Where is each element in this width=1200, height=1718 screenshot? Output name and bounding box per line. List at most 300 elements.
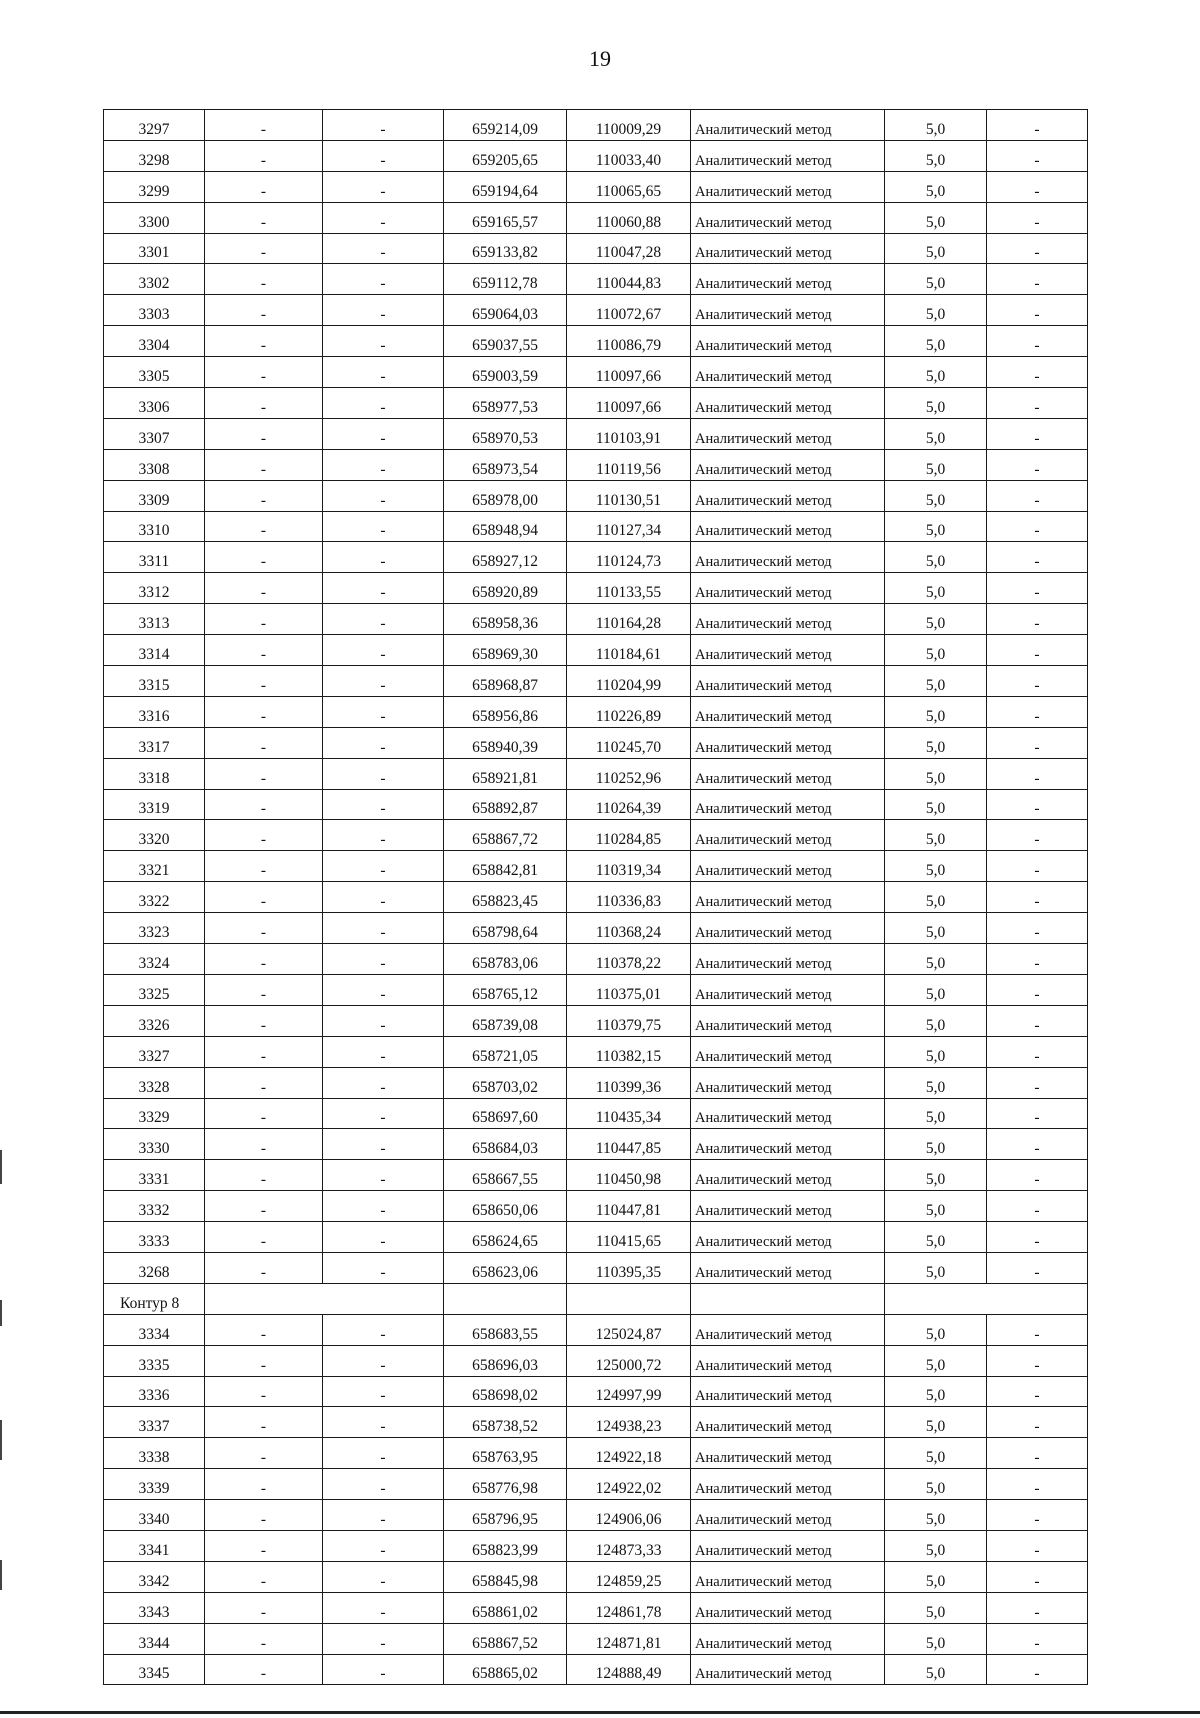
table-row xyxy=(104,1345,1088,1376)
cell-coord-x: 658796,95 xyxy=(444,1500,567,1531)
cell-point-number: 3335 xyxy=(104,1345,205,1376)
cell-dash: - xyxy=(205,171,323,202)
cell-coord-y: 110450,98 xyxy=(567,1160,691,1191)
cell-accuracy: 5,0 xyxy=(885,851,987,882)
cell-method: Аналитический метод xyxy=(691,326,885,357)
cell-method: Аналитический метод xyxy=(691,1623,885,1654)
cell-dash: - xyxy=(987,171,1088,202)
cell-coord-x: 658667,55 xyxy=(444,1160,567,1191)
cell-coord-y: 124922,02 xyxy=(567,1469,691,1500)
cell-dash: - xyxy=(987,1036,1088,1067)
cell-dash: - xyxy=(323,727,444,758)
cell-dash: - xyxy=(323,1129,444,1160)
cell-coord-y: 124906,06 xyxy=(567,1500,691,1531)
cell-point-number: 3344 xyxy=(104,1623,205,1654)
cell-point-number: 3309 xyxy=(104,480,205,511)
table-row xyxy=(104,1005,1088,1036)
cell-method: Аналитический метод xyxy=(691,1098,885,1129)
cell-coord-x: 658920,89 xyxy=(444,573,567,604)
cell-dash: - xyxy=(323,1561,444,1592)
table-row xyxy=(104,1160,1088,1191)
cell-accuracy: 5,0 xyxy=(885,1222,987,1253)
cell-method: Аналитический метод xyxy=(691,666,885,697)
cell-dash: - xyxy=(205,449,323,480)
cell-dash: - xyxy=(205,1252,323,1283)
cell-dash: - xyxy=(987,635,1088,666)
cell-coord-x: 658969,30 xyxy=(444,635,567,666)
cell-method: Аналитический метод xyxy=(691,418,885,449)
cell-dash: - xyxy=(323,1592,444,1623)
cell-method: Аналитический метод xyxy=(691,1500,885,1531)
cell-accuracy: 5,0 xyxy=(885,1561,987,1592)
cell-dash: - xyxy=(987,140,1088,171)
table-row xyxy=(104,974,1088,1005)
table-row xyxy=(104,1098,1088,1129)
cell-accuracy: 5,0 xyxy=(885,1376,987,1407)
table-row xyxy=(104,295,1088,326)
cell-coord-x: 658823,99 xyxy=(444,1530,567,1561)
cell-coord-x: 658763,95 xyxy=(444,1438,567,1469)
table-row xyxy=(104,480,1088,511)
cell-dash: - xyxy=(205,511,323,542)
cell-point-number: 3337 xyxy=(104,1407,205,1438)
table-row xyxy=(104,1561,1088,1592)
cell-dash: - xyxy=(987,944,1088,975)
table-row xyxy=(104,1654,1088,1685)
cell-method: Аналитический метод xyxy=(691,202,885,233)
cell-dash: - xyxy=(205,1407,323,1438)
cell-coord-y: 110009,29 xyxy=(567,110,691,141)
cell-accuracy: 5,0 xyxy=(885,1500,987,1531)
cell-dash: - xyxy=(323,1036,444,1067)
cell-point-number: 3300 xyxy=(104,202,205,233)
cell-method: Аналитический метод xyxy=(691,449,885,480)
cell-dash: - xyxy=(323,1438,444,1469)
cell-coord-x: 658765,12 xyxy=(444,974,567,1005)
cell-coord-y: 110097,66 xyxy=(567,388,691,419)
cell-dash: - xyxy=(205,1160,323,1191)
cell-dash: - xyxy=(323,1530,444,1561)
cell-dash: - xyxy=(323,110,444,141)
cell-dash: - xyxy=(205,1530,323,1561)
cell-coord-y: 110047,28 xyxy=(567,233,691,264)
cell-coord-x: 658696,03 xyxy=(444,1345,567,1376)
cell-dash: - xyxy=(987,1623,1088,1654)
cell-coord-x: 658684,03 xyxy=(444,1129,567,1160)
table-row xyxy=(104,418,1088,449)
cell-accuracy: 5,0 xyxy=(885,820,987,851)
cell-method: Аналитический метод xyxy=(691,573,885,604)
cell-point-number: 3329 xyxy=(104,1098,205,1129)
cell-coord-x: 658970,53 xyxy=(444,418,567,449)
cell-accuracy: 5,0 xyxy=(885,1098,987,1129)
cell-dash: - xyxy=(987,758,1088,789)
cell-coord-y: 110103,91 xyxy=(567,418,691,449)
cell-point-number: 3323 xyxy=(104,913,205,944)
table-row xyxy=(104,542,1088,573)
cell-coord-x: 658624,65 xyxy=(444,1222,567,1253)
cell-dash: - xyxy=(205,1623,323,1654)
cell-dash: - xyxy=(323,357,444,388)
cell-dash: - xyxy=(205,913,323,944)
cell-accuracy: 5,0 xyxy=(885,326,987,357)
cell-accuracy: 5,0 xyxy=(885,789,987,820)
cell-dash: - xyxy=(205,758,323,789)
cell-method: Аналитический метод xyxy=(691,882,885,913)
cell-dash: - xyxy=(987,1252,1088,1283)
cell-coord-x: 659214,09 xyxy=(444,110,567,141)
cell-point-number: 3301 xyxy=(104,233,205,264)
cell-dash: - xyxy=(323,449,444,480)
cell-point-number: 3316 xyxy=(104,696,205,727)
cell-coord-x: 659003,59 xyxy=(444,357,567,388)
scan-edge-mark xyxy=(0,1150,2,1184)
cell-dash: - xyxy=(987,882,1088,913)
cell-point-number: 3304 xyxy=(104,326,205,357)
table-row xyxy=(104,1191,1088,1222)
cell-point-number: 3345 xyxy=(104,1654,205,1685)
cell-coord-y: 110124,73 xyxy=(567,542,691,573)
cell-coord-y: 110060,88 xyxy=(567,202,691,233)
cell-dash: - xyxy=(205,233,323,264)
cell-point-number: 3324 xyxy=(104,944,205,975)
cell-accuracy: 5,0 xyxy=(885,542,987,573)
cell-coord-y: 110319,34 xyxy=(567,851,691,882)
cell-method: Аналитический метод xyxy=(691,727,885,758)
cell-dash: - xyxy=(205,635,323,666)
cell-coord-x: 658958,36 xyxy=(444,604,567,635)
cell-dash: - xyxy=(987,1654,1088,1685)
cell-dash: - xyxy=(205,110,323,141)
cell-dash: - xyxy=(987,604,1088,635)
cell-dash: - xyxy=(987,388,1088,419)
cell-method: Аналитический метод xyxy=(691,1376,885,1407)
cell-point-number: 3268 xyxy=(104,1252,205,1283)
cell-dash: - xyxy=(987,851,1088,882)
cell-dash: - xyxy=(323,1067,444,1098)
cell-point-number: 3319 xyxy=(104,789,205,820)
cell-method: Аналитический метод xyxy=(691,171,885,202)
cell-coord-x: 658698,02 xyxy=(444,1376,567,1407)
cell-dash: - xyxy=(323,758,444,789)
cell-accuracy: 5,0 xyxy=(885,388,987,419)
cell-coord-y: 124861,78 xyxy=(567,1592,691,1623)
cell-dash: - xyxy=(205,820,323,851)
cell-dash: - xyxy=(323,388,444,419)
cell-dash: - xyxy=(987,974,1088,1005)
cell-coord-x: 658978,00 xyxy=(444,480,567,511)
cell-dash: - xyxy=(987,1160,1088,1191)
cell-method: Аналитический метод xyxy=(691,1222,885,1253)
cell-dash: - xyxy=(205,1592,323,1623)
cell-accuracy: 5,0 xyxy=(885,604,987,635)
cell-dash: - xyxy=(323,264,444,295)
cell-coord-y: 110086,79 xyxy=(567,326,691,357)
cell-method: Аналитический метод xyxy=(691,974,885,1005)
cell-method: Аналитический метод xyxy=(691,233,885,264)
section-label: Контур 8 xyxy=(104,1283,205,1314)
cell-dash: - xyxy=(323,635,444,666)
cell-accuracy: 5,0 xyxy=(885,1654,987,1685)
table-row xyxy=(104,202,1088,233)
cell-dash: - xyxy=(323,1500,444,1531)
cell-coord-x: 658697,60 xyxy=(444,1098,567,1129)
page-number: 19 xyxy=(589,46,611,71)
cell-accuracy: 5,0 xyxy=(885,1314,987,1345)
cell-dash: - xyxy=(323,974,444,1005)
cell-accuracy: 5,0 xyxy=(885,1036,987,1067)
cell-accuracy: 5,0 xyxy=(885,357,987,388)
cell-coord-x: 658892,87 xyxy=(444,789,567,820)
cell-point-number: 3343 xyxy=(104,1592,205,1623)
cell-dash: - xyxy=(987,1530,1088,1561)
cell-dash: - xyxy=(323,171,444,202)
cell-dash: - xyxy=(323,480,444,511)
cell-coord-y: 124997,99 xyxy=(567,1376,691,1407)
cell-dash: - xyxy=(987,1129,1088,1160)
cell-dash: - xyxy=(323,1191,444,1222)
cell-coord-y: 124922,18 xyxy=(567,1438,691,1469)
cell-coord-x: 659112,78 xyxy=(444,264,567,295)
cell-coord-y: 110447,81 xyxy=(567,1191,691,1222)
cell-accuracy: 5,0 xyxy=(885,1623,987,1654)
cell-method: Аналитический метод xyxy=(691,1438,885,1469)
cell-coord-y: 110226,89 xyxy=(567,696,691,727)
cell-dash: - xyxy=(323,882,444,913)
cell-accuracy: 5,0 xyxy=(885,1438,987,1469)
table-row xyxy=(104,511,1088,542)
cell-dash: - xyxy=(323,418,444,449)
cell-coord-x: 658776,98 xyxy=(444,1469,567,1500)
cell-point-number: 3308 xyxy=(104,449,205,480)
cell-accuracy: 5,0 xyxy=(885,233,987,264)
cell-accuracy: 5,0 xyxy=(885,727,987,758)
table-row xyxy=(104,666,1088,697)
cell-point-number: 3339 xyxy=(104,1469,205,1500)
cell-point-number: 3303 xyxy=(104,295,205,326)
cell-point-number: 3331 xyxy=(104,1160,205,1191)
table-row xyxy=(104,882,1088,913)
cell-point-number: 3328 xyxy=(104,1067,205,1098)
cell-accuracy: 5,0 xyxy=(885,1407,987,1438)
cell-accuracy: 5,0 xyxy=(885,758,987,789)
cell-dash: - xyxy=(205,851,323,882)
cell-method: Аналитический метод xyxy=(691,1654,885,1685)
cell-coord-y: 124888,49 xyxy=(567,1654,691,1685)
cell-coord-x: 658721,05 xyxy=(444,1036,567,1067)
cell-coord-y: 110044,83 xyxy=(567,264,691,295)
cell-coord-y: 110378,22 xyxy=(567,944,691,975)
cell-accuracy: 5,0 xyxy=(885,171,987,202)
cell-coord-x: 658683,55 xyxy=(444,1314,567,1345)
cell-accuracy: 5,0 xyxy=(885,944,987,975)
cell-dash: - xyxy=(323,913,444,944)
cell-coord-x: 658861,02 xyxy=(444,1592,567,1623)
table-row xyxy=(104,1376,1088,1407)
cell-coord-y: 110065,65 xyxy=(567,171,691,202)
cell-accuracy: 5,0 xyxy=(885,1530,987,1561)
cell-point-number: 3322 xyxy=(104,882,205,913)
table-row xyxy=(104,388,1088,419)
cell-dash: - xyxy=(205,202,323,233)
cell-dash: - xyxy=(987,1191,1088,1222)
cell-dash: - xyxy=(205,140,323,171)
cell-accuracy: 5,0 xyxy=(885,1005,987,1036)
cell-point-number: 3332 xyxy=(104,1191,205,1222)
cell-accuracy: 5,0 xyxy=(885,635,987,666)
cell-coord-y: 124859,25 xyxy=(567,1561,691,1592)
cell-method: Аналитический метод xyxy=(691,944,885,975)
cell-method: Аналитический метод xyxy=(691,758,885,789)
cell-accuracy: 5,0 xyxy=(885,202,987,233)
table-row xyxy=(104,758,1088,789)
table-row xyxy=(104,110,1088,141)
table-row xyxy=(104,635,1088,666)
cell-coord-x: 658739,08 xyxy=(444,1005,567,1036)
cell-accuracy: 5,0 xyxy=(885,974,987,1005)
cell-dash: - xyxy=(987,1067,1088,1098)
cell-dash: - xyxy=(205,1129,323,1160)
cell-accuracy: 5,0 xyxy=(885,913,987,944)
cell-point-number: 3314 xyxy=(104,635,205,666)
table-row xyxy=(104,449,1088,480)
cell-dash: - xyxy=(987,233,1088,264)
cell-method: Аналитический метод xyxy=(691,851,885,882)
cell-dash: - xyxy=(987,326,1088,357)
cell-dash: - xyxy=(323,1222,444,1253)
cell-coord-x: 658940,39 xyxy=(444,727,567,758)
cell-point-number: 3320 xyxy=(104,820,205,851)
cell-point-number: 3311 xyxy=(104,542,205,573)
cell-coord-y: 110033,40 xyxy=(567,140,691,171)
cell-dash: - xyxy=(323,573,444,604)
cell-coord-x: 658867,52 xyxy=(444,1623,567,1654)
cell-coord-y: 110097,66 xyxy=(567,357,691,388)
cell-coord-x: 658738,52 xyxy=(444,1407,567,1438)
cell-coord-x: 659194,64 xyxy=(444,171,567,202)
cell-accuracy: 5,0 xyxy=(885,110,987,141)
cell-coord-x: 658703,02 xyxy=(444,1067,567,1098)
cell-coord-y: 110399,36 xyxy=(567,1067,691,1098)
cell-dash: - xyxy=(323,140,444,171)
cell-point-number: 3342 xyxy=(104,1561,205,1592)
cell-accuracy: 5,0 xyxy=(885,1160,987,1191)
empty-cell xyxy=(444,1283,567,1314)
cell-dash: - xyxy=(987,1469,1088,1500)
cell-dash: - xyxy=(205,418,323,449)
cell-dash: - xyxy=(987,542,1088,573)
table-row xyxy=(104,1067,1088,1098)
table-row xyxy=(104,851,1088,882)
cell-dash: - xyxy=(323,326,444,357)
cell-accuracy: 5,0 xyxy=(885,511,987,542)
cell-dash: - xyxy=(323,1407,444,1438)
cell-accuracy: 5,0 xyxy=(885,1129,987,1160)
cell-coord-x: 658845,98 xyxy=(444,1561,567,1592)
cell-method: Аналитический метод xyxy=(691,1160,885,1191)
cell-method: Аналитический метод xyxy=(691,295,885,326)
table-row xyxy=(104,1469,1088,1500)
cell-method: Аналитический метод xyxy=(691,1314,885,1345)
cell-method: Аналитический метод xyxy=(691,1407,885,1438)
cell-point-number: 3338 xyxy=(104,1438,205,1469)
cell-method: Аналитический метод xyxy=(691,388,885,419)
cell-dash: - xyxy=(205,1098,323,1129)
cell-dash: - xyxy=(323,1160,444,1191)
cell-point-number: 3325 xyxy=(104,974,205,1005)
cell-dash: - xyxy=(205,1500,323,1531)
cell-dash: - xyxy=(205,388,323,419)
cell-dash: - xyxy=(987,696,1088,727)
scan-edge-mark xyxy=(0,1420,2,1460)
table-row xyxy=(104,604,1088,635)
cell-coord-x: 658798,64 xyxy=(444,913,567,944)
cell-dash: - xyxy=(205,696,323,727)
cell-dash: - xyxy=(323,604,444,635)
cell-method: Аналитический метод xyxy=(691,264,885,295)
cell-coord-x: 658921,81 xyxy=(444,758,567,789)
cell-method: Аналитический метод xyxy=(691,789,885,820)
cell-method: Аналитический метод xyxy=(691,1469,885,1500)
scan-edge-mark xyxy=(0,1300,2,1326)
cell-coord-y: 124871,81 xyxy=(567,1623,691,1654)
cell-method: Аналитический метод xyxy=(691,110,885,141)
cell-dash: - xyxy=(323,789,444,820)
cell-dash: - xyxy=(323,820,444,851)
cell-dash: - xyxy=(987,110,1088,141)
cell-method: Аналитический метод xyxy=(691,1592,885,1623)
cell-accuracy: 5,0 xyxy=(885,1592,987,1623)
cell-coord-y: 124873,33 xyxy=(567,1530,691,1561)
cell-coord-y: 110336,83 xyxy=(567,882,691,913)
cell-point-number: 3333 xyxy=(104,1222,205,1253)
table-row xyxy=(104,1252,1088,1283)
cell-accuracy: 5,0 xyxy=(885,1067,987,1098)
cell-coord-y: 110375,01 xyxy=(567,974,691,1005)
cell-coord-y: 110379,75 xyxy=(567,1005,691,1036)
cell-dash: - xyxy=(987,1314,1088,1345)
table-row xyxy=(104,264,1088,295)
cell-dash: - xyxy=(323,944,444,975)
cell-dash: - xyxy=(987,727,1088,758)
cell-method: Аналитический метод xyxy=(691,913,885,944)
cell-dash: - xyxy=(323,295,444,326)
cell-dash: - xyxy=(987,1592,1088,1623)
cell-dash: - xyxy=(205,1222,323,1253)
cell-dash: - xyxy=(205,604,323,635)
empty-cell xyxy=(567,1283,691,1314)
cell-accuracy: 5,0 xyxy=(885,1191,987,1222)
table-row xyxy=(104,140,1088,171)
cell-dash: - xyxy=(205,295,323,326)
cell-accuracy: 5,0 xyxy=(885,696,987,727)
cell-accuracy: 5,0 xyxy=(885,666,987,697)
table-row xyxy=(104,1222,1088,1253)
cell-dash: - xyxy=(205,882,323,913)
cell-dash: - xyxy=(323,1314,444,1345)
cell-dash: - xyxy=(205,1345,323,1376)
cell-dash: - xyxy=(987,511,1088,542)
cell-dash: - xyxy=(205,1654,323,1685)
cell-point-number: 3340 xyxy=(104,1500,205,1531)
cell-coord-x: 658977,53 xyxy=(444,388,567,419)
cell-dash: - xyxy=(205,727,323,758)
cell-coord-x: 658623,06 xyxy=(444,1252,567,1283)
cell-point-number: 3315 xyxy=(104,666,205,697)
cell-coord-y: 110284,85 xyxy=(567,820,691,851)
cell-dash: - xyxy=(205,789,323,820)
cell-dash: - xyxy=(205,1314,323,1345)
